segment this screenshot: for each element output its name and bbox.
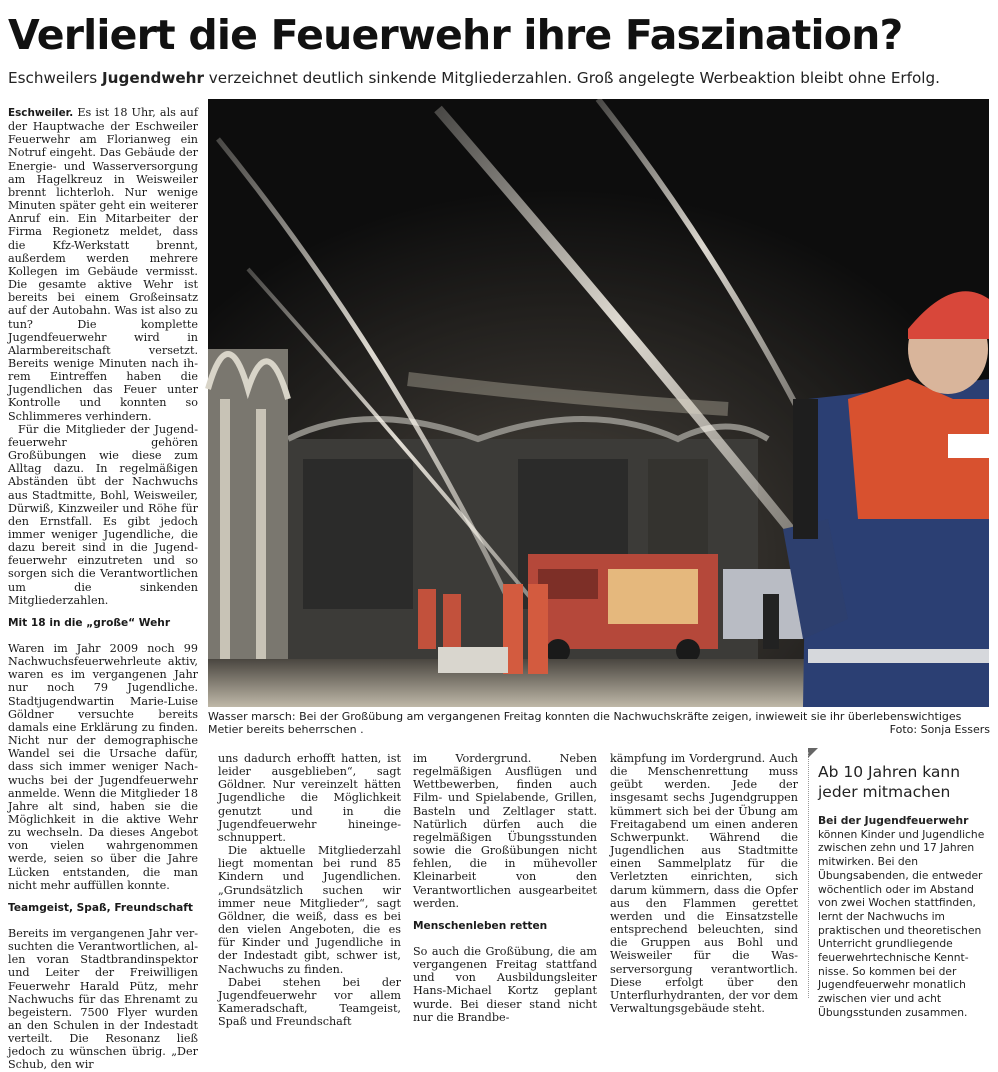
article-column-4 — [610, 752, 798, 1015]
paragraph: im Vordergrund. Neben regelmäßigen Ausflügen und Wettbewerben, finden auch Film- und Spielabende, Grillen, Basteln und Zeltlager statt. Natürlich dürfen auch die regelmäßigen Übungsstunden sowie die Großübungen nicht fehlen, die in mühevoller Kleinarbeit von den Verantwortlichen ausgearbeitet werden. — [413, 752, 597, 910]
photo-credit: Foto: Sonja Essers — [889, 723, 990, 736]
paragraph — [8, 106, 198, 423]
subhead-text-2: verzeichnet deutlich sinkende Mitgliederzahlen. Groß angelegte Werbeaktion bleibt ohne Erfolg. — [203, 69, 940, 87]
article-photo — [208, 99, 989, 707]
article-headline: Verliert die Feuerwehr ihre Faszination? — [8, 11, 903, 59]
subheading: Mit 18 in die „große“ Wehr — [8, 616, 171, 629]
left-arches — [208, 349, 288, 679]
paragraph: kämpfung im Vordergrund. Auch die Menschenrettung muss geübt werden. Jede der insgesamt sechs Jugendgruppen kümmert sich bei der Übung am Freitagabend um einen anderen Schwerpunkt. Während die Jugendlichen aus Stadtmitte einen Sammelplatz für die Verletzten einrichten, sich darum kümmern, dass die Opfer aus den Flammen gerettet werden und die Einsatzstelle entsprechend beleuchten, sind die Gruppen aus Bohl und Weisweiler für die Wasserversorgung verantwortlich. Diese erfolgt über den Unterflurhydranten, der vor dem Verwaltungsgebäude steht. — [610, 752, 798, 1015]
article-column-3 — [413, 752, 597, 1024]
paragraph: So auch die Großübung, die am vergangenen Freitag stattfand und von Ausbildungsleiter Hans-Michael Kortz geplant wurde. Bei dieser stand nicht nur die Brandbe- — [413, 944, 597, 1024]
info-box-title: Ab 10 Jahren kann jeder mitmachen — [818, 763, 961, 801]
paragraph: Dabei stehen bei der Jugendfeuerwehr vor allem Kameradschaft, Teamgeist, Spaß und Freundschaft — [218, 975, 401, 1029]
article-subhead — [8, 66, 993, 90]
fire-truck — [528, 554, 718, 663]
paragraph: Die aktuelle Mitgliederzahl liegt momentan bei rund 85 Kindern und Jugendlichen. „Grundsätzlich suchen wir immer neue Mitglieder“, sagt Göldner, die weiß, dass es bei den vielen Angeboten, die es für Kinder und Jugendliche in der Indestadt gibt, schwer ist, Nachwuchs zu finden. — [218, 844, 401, 976]
info-box-lead: Bei der Jugendfeuerwehr — [818, 814, 969, 827]
info-box — [808, 752, 992, 1019]
subhead-bold: Jugendwehr — [102, 69, 204, 87]
photo-caption: Wasser marsch: Bei der Großübung am vergangenen Freitag konnten die Nachwuchskräfte zeigen, inwieweit sie ihr überlebenswichtiges Metier bereits beherrschen . — [208, 710, 962, 736]
info-box-text — [818, 814, 992, 1020]
article-column-2 — [218, 752, 401, 1029]
paragraph: Für die Mitglieder der Jugendfeuerwehr gehören Großübungen wie diese zum Alltag dazu. In regelmäßigen Abständen übt der Nachwuchs aus Stadtmitte, Bohl, Weisweiler, Dürwiß, Kinzweiler und Röhe für den Ernstfall. Es gibt jedoch immer weniger Jugendliche, die dazu bereit sind in die Jugendfeuerwehr einzutreten und so sorgen sich die Verantwortlichen um die sinkenden Mitgliederzahlen. — [8, 422, 198, 607]
paragraph: uns dadurch erhofft hatten, ist leider ausgeblieben“, sagt Göldner. Nur vereinzelt hätten Jugendliche die Möglichkeit genutzt und in die Jugendfeuerwehr hineingeschnuppert. — [218, 752, 401, 844]
firefighters-photo-illustration — [208, 99, 989, 707]
paragraph: Waren im Jahr 2009 noch 99 Nachwuchsfeuerwehrleute aktiv, waren es im vergangenen Jahr nur noch 79 Jugendliche. Stadtjugendwartin Marie-Luise Göldner versuchte bereits damals eine Erklärung zu finden. Nicht nur der demographische Wandel sei die Ursache dafür, dass sich immer weniger Nachwuchs bei der Jugendfeuerwehr anmelde. Wenn die Mitglieder 18 Jahre alt sind, haben sie die Möglichkeit in die aktive Wehr zu wechseln. Da dieses Angebot von vielen wahrgenommen werde, seien so über die Jahre Lücken entstanden, die man nicht mehr auffüllen konnte. — [8, 641, 198, 892]
dateline: Eschweiler. — [8, 107, 74, 119]
info-box-body: können Kinder und Jugendliche zwischen zehn und 17 Jahren mitwirken. Bei den Übungsabenden, die entweder wöchentlich oder im Abstand von zwei Wochen stattfinden, lernt der Nachwuchs im praktischen und theoretischen Unterricht grundliegende feuerwehrtechnische Kenntnisse. So kommen bei der Jugendfeuerwehr monatlich zwischen vier und acht Übungsstunden zusammen. — [818, 827, 985, 1019]
paragraph-text: Es ist 18 Uhr, als auf der Hauptwache der Eschweiler Feuerwehr am Florianweg ein Notruf eingeht. Das Gebäude der Energie- und Wasserversorgung am Hagelkreuz in Weisweiler brennt lichterloh. Nur wenige Minuten später geht ein weiterer Anruf ein. Ein Mitarbeiter der Firma Regionetz meldet, dass die Kfz-Werkstatt brennt, außerdem werden mehrere Kollegen im Gebäude vermisst. Die gesamte aktive Wehr ist bereits bei einem Großeinsatz auf der Autobahn. Was ist also zu tun? Die komplette Jugendfeuerwehr wird in Alarmbereitschaft versetzt. Bereits wenige Minuten nach ihrem Eintreffen haben die Jugendlichen das Feuer unter Kontrolle und konnten so Schlimmeres verhindern. — [8, 106, 198, 423]
subheading: Menschenleben retten — [413, 919, 548, 932]
subhead-text-1: Eschweilers — [8, 69, 103, 87]
article-column-1 — [8, 106, 198, 1072]
paragraph: Bereits im vergangenen Jahr versuchten die Verantwortlichen, allen voran Stadtbrandinspektor und Leiter der Freiwilligen Feuerwehr Harald Pütz, mehr Nachwuchs für das Ehrenamt zu begeistern. 7500 Flyer wurden an den Schulen in der Indestadt verteilt. Die Resonanz ließ jedoch zu wünschen übrig. „Der Schub, den wir — [8, 926, 198, 1072]
subheading: Teamgeist, Spaß, Freundschaft — [8, 901, 193, 914]
